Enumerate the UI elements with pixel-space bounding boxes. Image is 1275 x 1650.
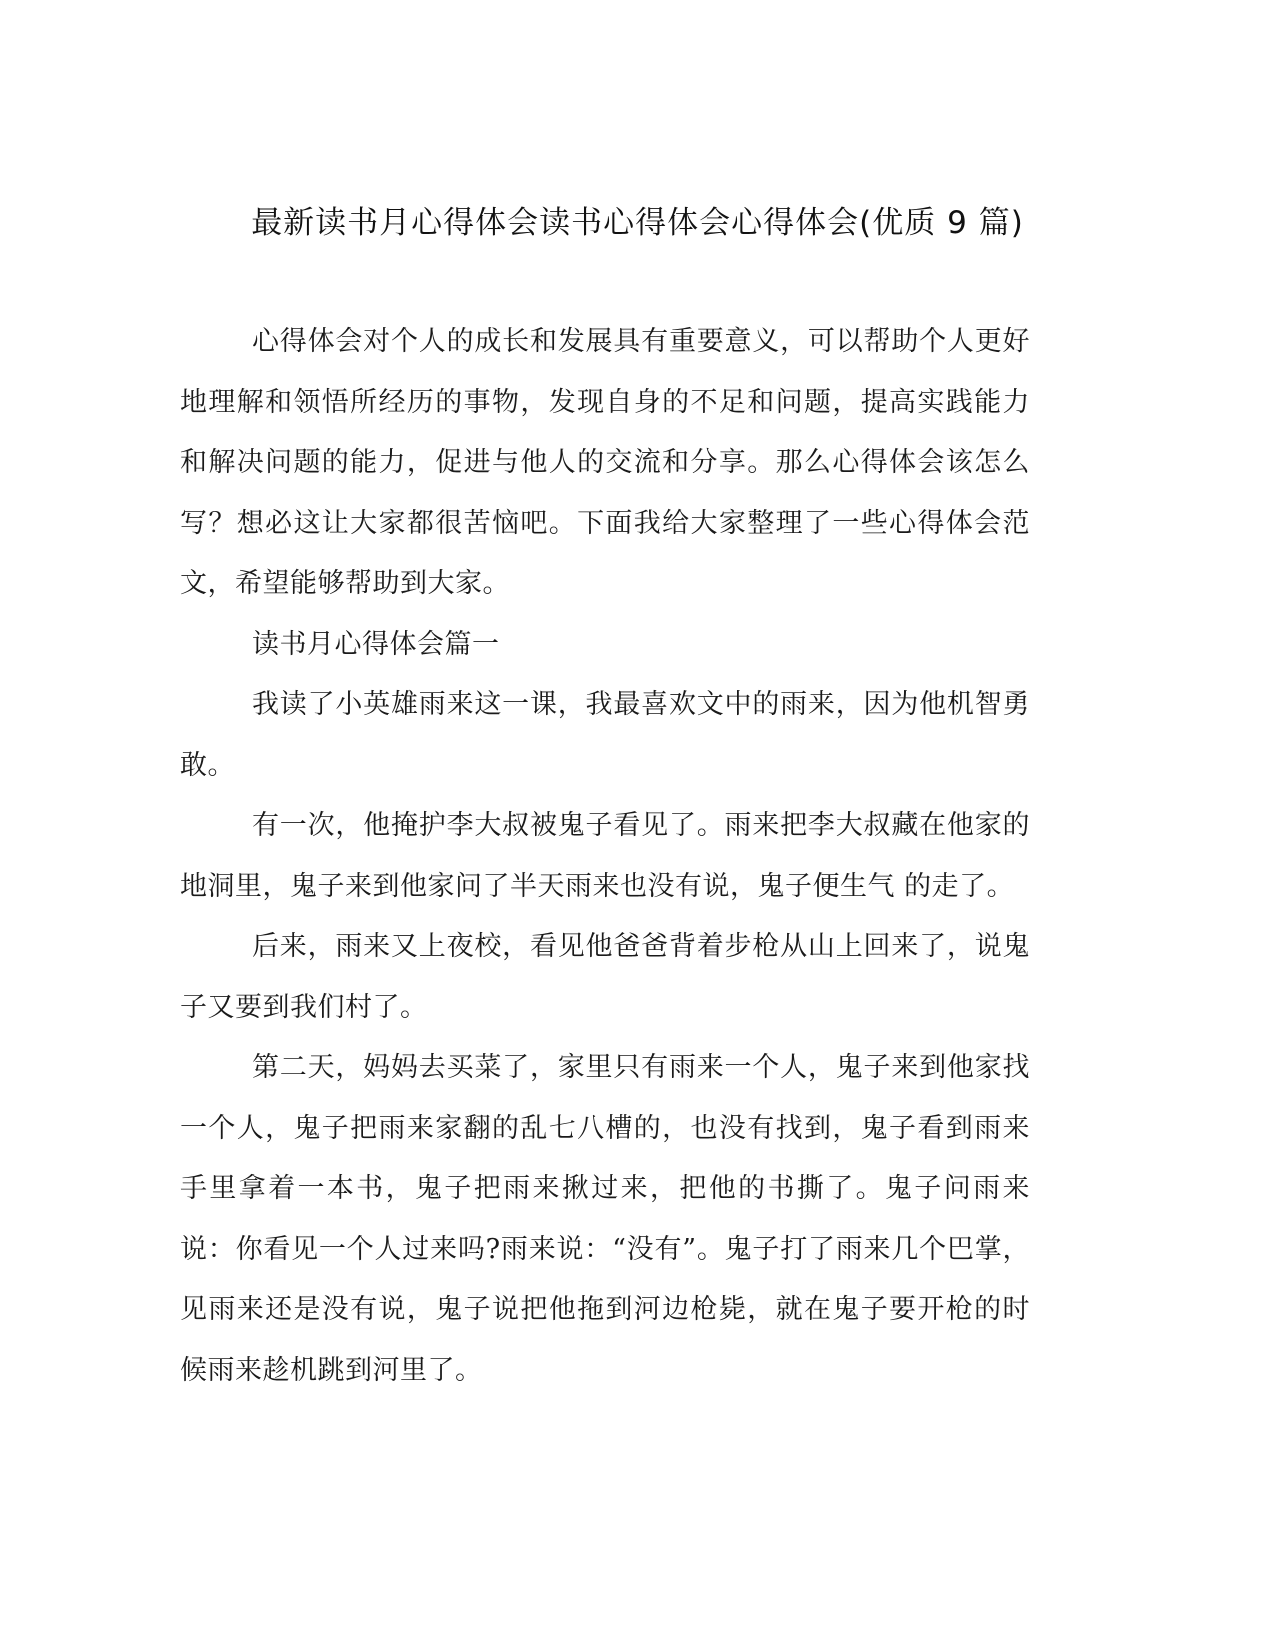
document-title: 最新读书月心得体会读书心得体会心得体会(优质 9 篇) <box>251 205 1024 241</box>
body-paragraph: 我读了小英雄雨来这一课，我最喜欢文中的雨来，因为他机智勇敢。 <box>180 689 1030 781</box>
body-paragraph: 有一次，他掩护李大叔被鬼子看见了。雨来把李大叔藏在他家的地洞里，鬼子来到他家问了半天雨来也没有说，鬼子便生气 的走了。 <box>180 810 1030 902</box>
body-paragraph: 第二天，妈妈去买菜了，家里只有雨来一个人，鬼子来到他家找一个人，鬼子把雨来家翻的乱七八槽的，也没有找到，鬼子看到雨来手里拿着一本书，鬼子把雨来揪过来，把他的书撕了。鬼子问雨来说：你看见一个人过来吗?雨来说：“没有”。鬼子打了雨来几个巴掌，见雨来还是没有说，鬼子说把他拖到河边枪毙，就在鬼子要开枪的时候雨来趁机跳到河里了。 <box>180 1052 1030 1386</box>
intro-paragraph: 心得体会对个人的成长和发展具有重要意义，可以帮助个人更好地理解和领悟所经历的事物，发现自身的不足和问题，提高实践能力和解决问题的能力，促进与他人的交流和分享。那么心得体会该怎么写？想必这让大家都很苦恼吧。下面我给大家整理了一些心得体会范文，希望能够帮助到大家。 <box>180 326 1030 599</box>
section-heading: 读书月心得体会篇一 <box>252 628 500 660</box>
document-body <box>180 312 1030 1401</box>
body-paragraph: 后来，雨来又上夜校，看见他爸爸背着步枪从山上回来了，说鬼子又要到我们村了。 <box>180 931 1030 1023</box>
